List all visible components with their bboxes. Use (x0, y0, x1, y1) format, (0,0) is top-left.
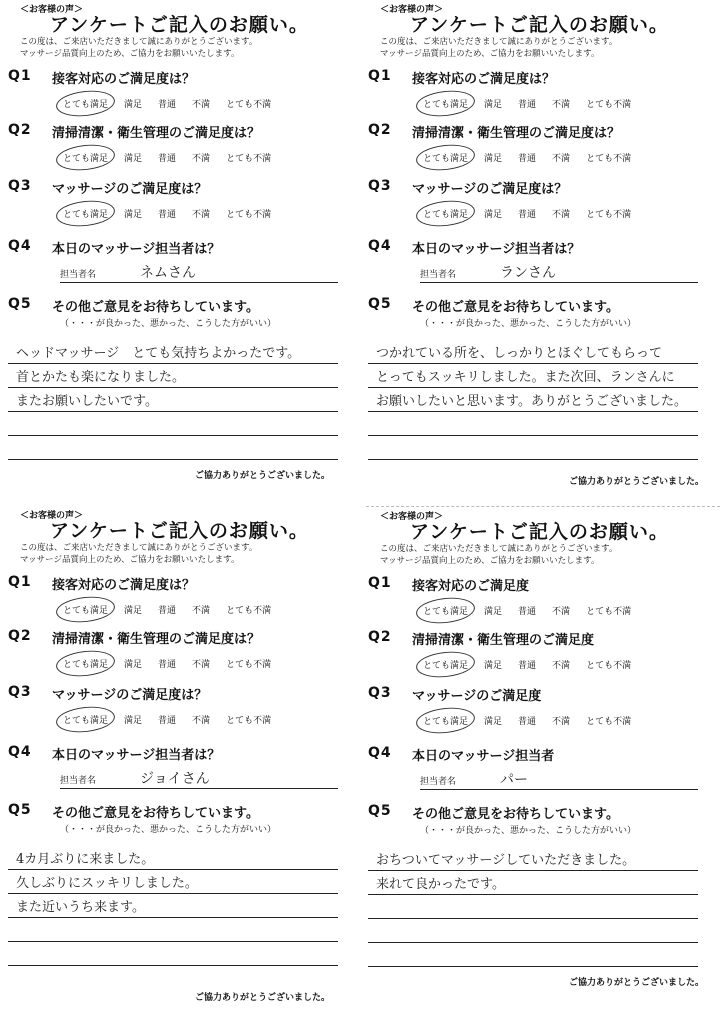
question-number: Q5 (8, 802, 32, 818)
rating-option[interactable]: 不満 (552, 210, 571, 220)
comment-text: またお願いしたいです。 (16, 394, 158, 409)
intro-line: この度は、ご来店いただきまして誠にありがとうございます。 (20, 37, 258, 47)
rating-option[interactable]: とても満足 (60, 712, 111, 727)
comment-lines[interactable] (368, 340, 698, 460)
question-number: Q4 (8, 238, 32, 254)
question-number: Q1 (368, 575, 392, 591)
intro-text (20, 542, 257, 566)
question-1 (368, 68, 704, 124)
rating-option[interactable]: とても満足 (420, 150, 471, 165)
rating-option[interactable]: とても不満 (226, 100, 272, 110)
question-number: Q3 (368, 685, 392, 701)
rating-option[interactable]: 普通 (518, 100, 537, 110)
rating-option[interactable]: 不満 (552, 661, 571, 671)
comment-lines[interactable] (8, 846, 338, 966)
rating-options (60, 150, 274, 165)
question-3 (368, 178, 704, 234)
comment-line (368, 919, 698, 943)
question-text: その他ご意見をお待ちしています。 (412, 807, 619, 822)
intro-line: この度は、ご来店いただきまして誠にありがとうございます。 (20, 543, 258, 553)
comment-line (8, 388, 338, 412)
rating-option[interactable]: とても不満 (586, 154, 632, 164)
comment-lines[interactable] (368, 847, 698, 967)
rating-option[interactable]: 満足 (124, 100, 143, 110)
question-4 (368, 745, 704, 801)
question-text: マッサージのご満足度は？ (52, 182, 208, 197)
question-text: マッサージのご満足度 (412, 689, 542, 704)
rating-option[interactable]: 不満 (192, 660, 211, 670)
rating-option[interactable]: 不満 (552, 154, 571, 164)
rating-option[interactable]: とても不満 (586, 661, 632, 671)
intro-text (380, 36, 617, 60)
question-4 (368, 238, 704, 294)
rating-option[interactable]: 満足 (124, 606, 143, 616)
question-3 (8, 684, 344, 740)
staff-name-value: ジョイさん (140, 771, 210, 787)
rating-option[interactable]: 普通 (158, 660, 177, 670)
comment-line (368, 436, 698, 460)
question-3 (8, 178, 344, 234)
comment-text: つかれている所を、しっかりとほぐしてもらって (376, 346, 663, 361)
staff-name-value: ネムさん (140, 265, 196, 281)
rating-option[interactable]: とても満足 (60, 656, 111, 671)
question-text: 本日のマッサージ担当者は？ (412, 242, 581, 257)
question-4 (8, 238, 344, 294)
comment-line (8, 436, 338, 460)
question-number: Q1 (8, 68, 32, 84)
comment-line (368, 340, 698, 364)
rating-options (60, 712, 274, 727)
comment-line (8, 894, 338, 918)
staff-name-label: 担当者名 (420, 777, 457, 787)
survey-card (366, 506, 720, 1017)
staff-name-value: ランさん (500, 265, 556, 281)
rating-option[interactable]: 普通 (158, 716, 177, 726)
question-2 (8, 628, 344, 684)
rating-option[interactable]: とても満足 (60, 602, 111, 617)
question-number: Q2 (368, 629, 392, 645)
rating-option[interactable]: 普通 (158, 100, 177, 110)
comment-line (368, 364, 698, 388)
rating-option[interactable]: 満足 (484, 100, 503, 110)
rating-option[interactable]: 普通 (518, 154, 537, 164)
question-number: Q2 (8, 122, 32, 138)
question-text: その他ご意見をお待ちしています。 (52, 806, 259, 821)
question-1 (8, 574, 344, 630)
question-text: 本日のマッサージ担当者 (412, 749, 555, 764)
rating-option[interactable]: 不満 (552, 607, 571, 617)
rating-option[interactable]: 満足 (484, 607, 503, 617)
rating-options (420, 150, 634, 165)
intro-line: この度は、ご来店いただきまして誠にありがとうございます。 (380, 544, 618, 554)
survey-title: アンケートご記入のお願い。 (410, 521, 669, 543)
rating-options (60, 602, 274, 617)
thanks-text: ご協力ありがとうございました。 (568, 978, 704, 988)
question-number: Q4 (368, 745, 392, 761)
question-text: 接客対応のご満足度は？ (412, 72, 556, 87)
intro-text (20, 36, 257, 60)
question-text: マッサージのご満足度は？ (412, 182, 568, 197)
rating-option[interactable]: 満足 (484, 210, 503, 220)
intro-line: マッサージ品質向上のため、ご協力をお願いいたします。 (380, 49, 600, 59)
question-number: Q1 (368, 68, 392, 84)
staff-name-value: パー (500, 772, 528, 788)
customer-voice-badge: ＜お客様の声＞ (20, 511, 84, 521)
survey-card (6, 0, 346, 490)
question-number: Q4 (368, 238, 392, 254)
rating-option[interactable]: とても満足 (60, 206, 111, 221)
rating-option[interactable]: とても不満 (226, 154, 272, 164)
survey-title: アンケートご記入のお願い。 (410, 14, 669, 36)
rating-option[interactable]: とても不満 (226, 660, 272, 670)
rating-option[interactable]: 不満 (192, 154, 211, 164)
comment-text: おちついてマッサージしていただきました。 (376, 853, 636, 868)
rating-option[interactable]: 普通 (518, 607, 537, 617)
rating-option[interactable]: 普通 (158, 606, 177, 616)
comment-text: また近いうち来ます。 (16, 900, 145, 915)
rating-option[interactable]: とても不満 (586, 210, 632, 220)
intro-line: この度は、ご来店いただきまして誠にありがとうございます。 (380, 37, 618, 47)
question-text: 清掃清潔・衛生管理のご満足度は？ (52, 632, 261, 647)
comment-line (368, 871, 698, 895)
question-number: Q3 (8, 178, 32, 194)
question-text: 接客対応のご満足度は？ (52, 72, 196, 87)
comment-text: 首とかたも楽になりました。 (16, 370, 186, 385)
question-3 (368, 685, 704, 741)
intro-line: マッサージ品質向上のため、ご協力をお願いいたします。 (380, 556, 600, 566)
rating-option[interactable]: 満足 (484, 661, 503, 671)
comment-line (8, 918, 338, 942)
comment-text: 来れて良かったです。 (376, 877, 505, 892)
comment-text: とってもスッキリしました。また次回、ランさんに (376, 370, 675, 385)
question-note: （・・・が良かった、悪かった、こうした方がいい） (420, 319, 637, 329)
survey-card (366, 0, 720, 495)
thanks-text: ご協力ありがとうございました。 (568, 477, 704, 487)
rating-option[interactable]: 普通 (518, 661, 537, 671)
question-text: マッサージのご満足度は？ (52, 688, 208, 703)
question-text: 本日のマッサージ担当者は？ (52, 748, 221, 763)
rating-options (60, 206, 274, 221)
rating-option[interactable]: とても満足 (60, 96, 111, 111)
rating-option[interactable]: とても満足 (420, 206, 471, 221)
rating-options (60, 96, 274, 111)
comment-line (8, 412, 338, 436)
intro-text (380, 543, 617, 567)
rating-option[interactable]: 普通 (158, 154, 177, 164)
comment-line (368, 388, 698, 412)
comment-text: お願いしたいと思います。ありがとうございました。 (376, 394, 687, 409)
question-text: 清掃清潔・衛生管理のご満足度 (412, 633, 595, 648)
rating-option[interactable]: とても満足 (420, 603, 471, 618)
rating-option[interactable]: とても満足 (60, 150, 111, 165)
question-text: その他ご意見をお待ちしています。 (52, 300, 259, 315)
rating-options (420, 603, 634, 618)
question-note: （・・・が良かった、悪かった、こうした方がいい） (60, 825, 277, 835)
comment-lines[interactable] (8, 340, 338, 460)
comment-line (8, 364, 338, 388)
survey-title: アンケートご記入のお願い。 (50, 14, 309, 36)
rating-option[interactable]: 満足 (484, 717, 503, 727)
rating-option[interactable]: 不満 (192, 716, 211, 726)
comment-line (368, 895, 698, 919)
question-number: Q5 (368, 803, 392, 819)
question-text: 接客対応のご満足度 (412, 579, 530, 594)
question-number: Q3 (368, 178, 392, 194)
comment-line (8, 870, 338, 894)
comment-line (368, 943, 698, 967)
rating-option[interactable]: 満足 (124, 716, 143, 726)
rating-options (420, 713, 634, 728)
question-1 (8, 68, 344, 124)
rating-options (60, 656, 274, 671)
question-text: 清掃清潔・衛生管理のご満足度は？ (52, 126, 261, 141)
staff-name-field[interactable] (60, 770, 338, 789)
rating-option[interactable]: とても不満 (586, 100, 632, 110)
comment-line (8, 340, 338, 364)
question-number: Q1 (8, 574, 32, 590)
question-number: Q4 (8, 744, 32, 760)
survey-card (6, 506, 346, 1018)
rating-option[interactable]: 普通 (158, 210, 177, 220)
rating-option[interactable]: とても満足 (420, 657, 471, 672)
staff-name-field[interactable] (420, 264, 698, 283)
rating-option[interactable]: 不満 (552, 717, 571, 727)
rating-options (420, 206, 634, 221)
intro-line: マッサージ品質向上のため、ご協力をお願いいたします。 (20, 555, 240, 565)
comment-text: ヘッドマッサージ とても気持ちよかったです。 (16, 346, 301, 361)
question-note: （・・・が良かった、悪かった、こうした方がいい） (420, 826, 637, 836)
question-2 (368, 629, 704, 685)
rating-option[interactable]: 普通 (518, 210, 537, 220)
question-number: Q5 (368, 296, 392, 312)
comment-line (8, 942, 338, 966)
staff-name-label: 担当者名 (420, 270, 457, 280)
comment-line (8, 846, 338, 870)
rating-option[interactable]: とても不満 (586, 717, 632, 727)
customer-voice-badge: ＜お客様の声＞ (20, 5, 84, 15)
rating-option[interactable]: とても満足 (420, 713, 471, 728)
rating-options (420, 657, 634, 672)
question-text: 本日のマッサージ担当者は？ (52, 242, 221, 257)
customer-voice-badge: ＜お客様の声＞ (380, 512, 444, 522)
staff-name-label: 担当者名 (60, 270, 97, 280)
comment-text: 4カ月ぶりに来ました。 (16, 852, 155, 867)
question-4 (8, 744, 344, 800)
survey-title: アンケートご記入のお願い。 (50, 520, 309, 542)
question-text: その他ご意見をお待ちしています。 (412, 300, 619, 315)
question-note: （・・・が良かった、悪かった、こうした方がいい） (60, 319, 277, 329)
staff-name-label: 担当者名 (60, 776, 97, 786)
question-text: 接客対応のご満足度は？ (52, 578, 196, 593)
rating-option[interactable]: とても不満 (226, 606, 272, 616)
intro-line: マッサージ品質向上のため、ご協力をお願いいたします。 (20, 49, 240, 59)
comment-line (368, 412, 698, 436)
question-number: Q2 (8, 628, 32, 644)
rating-option[interactable]: とても不満 (226, 716, 272, 726)
comment-text: 久しぶりにスッキリしました。 (16, 876, 198, 891)
rating-options (420, 96, 634, 111)
rating-option[interactable]: 普通 (518, 717, 537, 727)
question-2 (368, 122, 704, 178)
rating-option[interactable]: 不満 (192, 100, 211, 110)
question-number: Q2 (368, 122, 392, 138)
rating-option[interactable]: 不満 (552, 100, 571, 110)
question-text: 清掃清潔・衛生管理のご満足度は？ (412, 126, 621, 141)
question-number: Q5 (8, 296, 32, 312)
question-number: Q3 (8, 684, 32, 700)
rating-option[interactable]: 満足 (124, 154, 143, 164)
thanks-text: ご協力ありがとうございました。 (194, 993, 330, 1003)
staff-name-field[interactable] (60, 264, 338, 283)
thanks-text: ご協力ありがとうございました。 (194, 471, 330, 481)
rating-option[interactable]: とても不満 (586, 607, 632, 617)
rating-option[interactable]: 満足 (124, 210, 143, 220)
comment-line (368, 847, 698, 871)
rating-option[interactable]: とても不満 (226, 210, 272, 220)
customer-voice-badge: ＜お客様の声＞ (380, 5, 444, 15)
staff-name-field[interactable] (420, 771, 698, 790)
question-1 (368, 575, 704, 631)
question-2 (8, 122, 344, 178)
rating-option[interactable]: 満足 (484, 154, 503, 164)
rating-option[interactable]: 不満 (192, 210, 211, 220)
rating-option[interactable]: とても満足 (420, 96, 471, 111)
rating-option[interactable]: 満足 (124, 660, 143, 670)
rating-option[interactable]: 不満 (192, 606, 211, 616)
